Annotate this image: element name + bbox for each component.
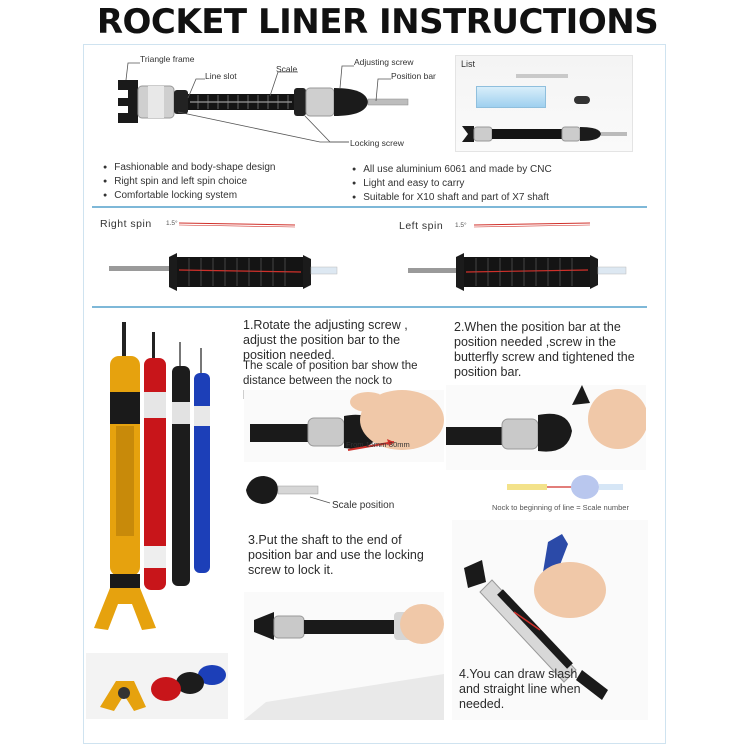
right-spin-diagram xyxy=(105,215,350,295)
feature-item: ● Comfortable locking system xyxy=(103,190,237,201)
scale-arrow xyxy=(306,495,332,509)
step-2-text xyxy=(454,320,644,380)
divider xyxy=(92,306,647,308)
feature-item: ● Suitable for X10 shaft and part of X7 shaft xyxy=(352,192,549,203)
step-3-text xyxy=(248,533,443,578)
step-1-photo xyxy=(244,390,444,462)
package-card xyxy=(476,86,546,108)
step-1-scale-caption: Scale position xyxy=(332,500,395,511)
left-spin-label: Left spin xyxy=(399,220,444,232)
page-title: ROCKET LINER INSTRUCTIONS xyxy=(96,2,659,42)
right-spin-label: Right spin xyxy=(100,218,152,230)
nock-scale-icon xyxy=(505,472,625,500)
right-spin-angle: 1.5° xyxy=(166,220,178,227)
step-3-instruction: 3.Put the shaft to the end of position bar and use the locking screw to lock it. xyxy=(248,533,424,577)
label-position-bar: Position bar xyxy=(391,71,436,81)
label-adjusting-screw: Adjusting screw xyxy=(354,57,414,67)
step-1-scale-note: The scale of position bar show the distance between the nock to xyxy=(243,360,418,387)
left-spin-diagram xyxy=(404,215,649,295)
package-strip xyxy=(516,74,568,78)
step-1-range: From 15mm-30mm xyxy=(346,440,410,449)
list-label: List xyxy=(461,59,476,69)
step-4-instruction: 4.You can draw slash and straight line when needed. xyxy=(459,667,581,711)
divider xyxy=(92,206,647,208)
label-locking-screw: Locking screw xyxy=(350,138,404,148)
color-variants-photo xyxy=(86,318,228,648)
label-scale: Scale xyxy=(276,64,298,74)
step-2-caption: Nock to beginning of line = Scale number xyxy=(492,503,629,512)
package-tool xyxy=(574,96,590,104)
feature-item: ● Fashionable and body-shape design xyxy=(103,162,275,173)
left-spin-angle: 1.5° xyxy=(455,222,467,229)
step-1-text xyxy=(243,318,443,363)
feature-item: ● Right spin and left spin choice xyxy=(103,176,247,187)
step-4-text xyxy=(459,667,589,712)
label-line-slot: Line slot xyxy=(205,71,237,81)
label-triangle-frame: Triangle frame xyxy=(140,54,195,64)
bottom-color-photo xyxy=(86,653,228,719)
feature-item: ● Light and easy to carry xyxy=(352,178,464,189)
feature-item: ● All use aluminium 6061 and made by CNC xyxy=(352,164,552,175)
step-2-photo xyxy=(446,385,646,470)
step-3-photo xyxy=(244,592,444,720)
step-2-instruction: 2.When the position bar at the position needed ,screw in the butterfly screw and tightened the position bar. xyxy=(454,320,635,379)
step-1-instruction: 1.Rotate the adjusting screw , adjust the position bar to the position needed. xyxy=(243,318,408,362)
package-list xyxy=(455,55,633,152)
package-liner xyxy=(460,120,630,148)
